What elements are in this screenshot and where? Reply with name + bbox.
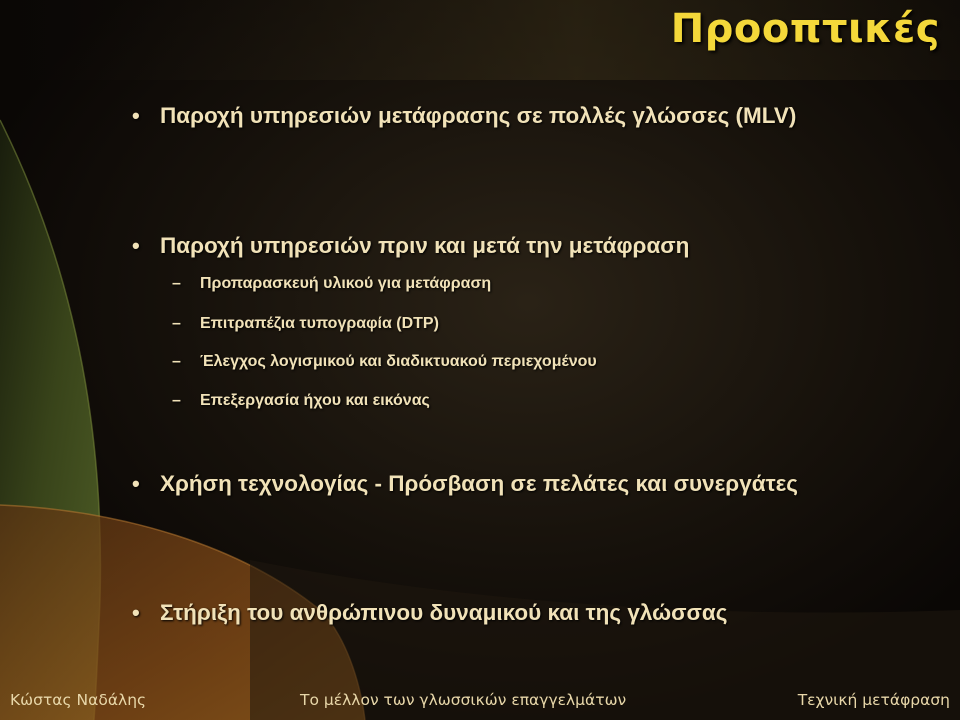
bullet-item xyxy=(132,97,900,135)
bullet-text: Στήριξη του ανθρώπινου δυναμικού και της γλώσσας xyxy=(160,600,728,625)
bullet-mark: • xyxy=(132,233,140,258)
bullet-text: Χρήση τεχνολογίας - Πρόσβαση σε πελάτες και συνεργάτες xyxy=(160,471,798,496)
bullet-mark: • xyxy=(132,471,140,496)
footer-author: Κώστας Ναδάλης xyxy=(10,691,147,709)
bullet-text: Παροχή υπηρεσιών πριν και μετά την μετάφραση xyxy=(160,233,690,258)
bullet-mark: • xyxy=(132,600,140,625)
bullet-item xyxy=(132,465,900,503)
sub-bullet-item xyxy=(172,313,439,335)
sub-bullet-mark: – xyxy=(172,275,181,292)
sub-bullet-mark: – xyxy=(172,353,181,370)
sub-bullet-item xyxy=(172,273,492,295)
sub-bullet-mark: – xyxy=(172,315,181,332)
sub-bullet-text: Επεξεργασία ήχου και εικόνας xyxy=(200,392,430,409)
footer-presentation-title: Το μέλλον των γλωσσικών επαγγελμάτων xyxy=(300,691,627,709)
bullet-item xyxy=(132,227,900,265)
sub-bullet-item xyxy=(172,390,430,412)
sub-bullet-text: Προπαρασκευή υλικού για μετάφραση xyxy=(200,275,492,292)
bullet-item xyxy=(132,594,900,632)
footer-section: Τεχνική μετάφραση xyxy=(797,691,950,709)
slide-title: Προοπτικές xyxy=(670,6,940,52)
sub-bullet-text: Έλεγχος λογισμικού και διαδικτυακού περιεχομένου xyxy=(200,353,597,370)
bullet-mark: • xyxy=(132,103,140,128)
sub-bullet-mark: – xyxy=(172,392,181,409)
bullet-text: Παροχή υπηρεσιών μετάφρασης σε πολλές γλώσσες (MLV) xyxy=(160,103,797,128)
sub-bullet-text: Επιτραπέζια τυπογραφία (DTP) xyxy=(200,315,439,332)
sub-bullet-item xyxy=(172,351,597,373)
